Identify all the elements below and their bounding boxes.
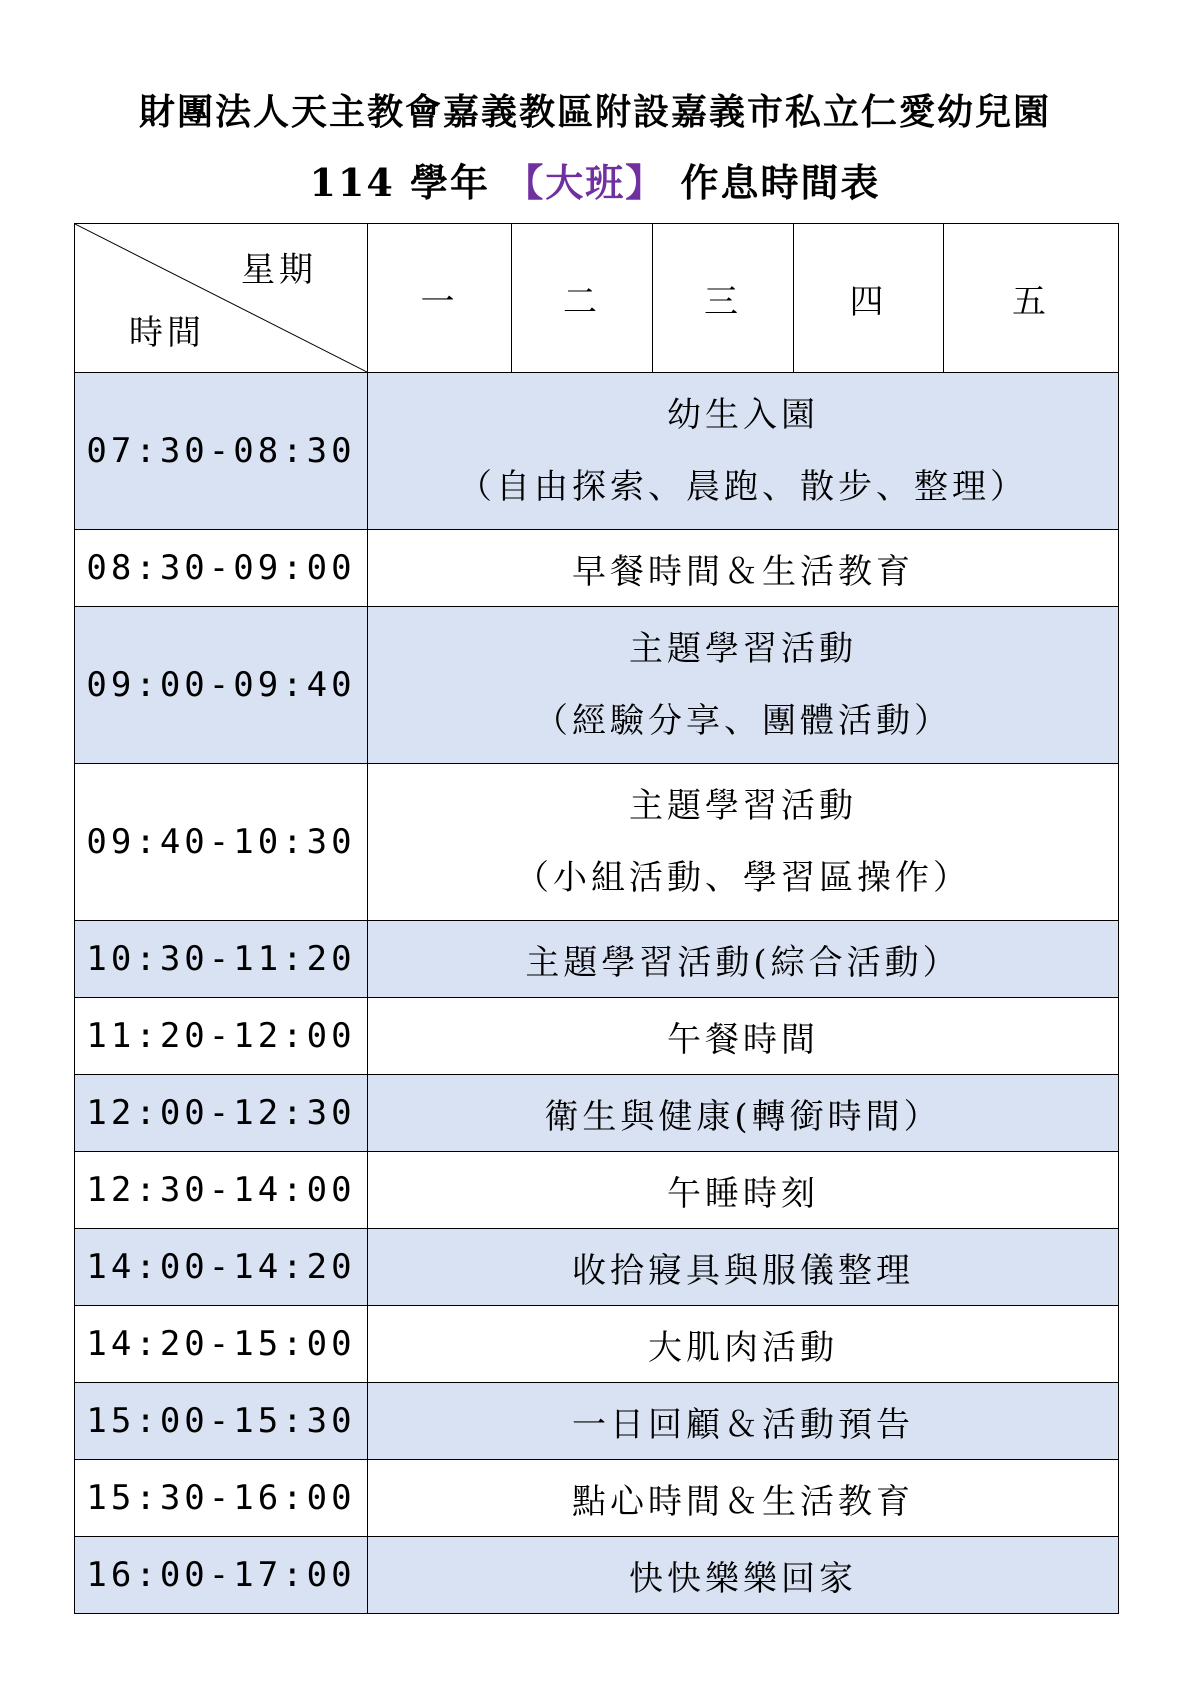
header-row (75, 224, 1119, 373)
day-header-wed: 三 (653, 224, 794, 373)
table-row (75, 530, 1119, 607)
page-title: 財團法人天主教會嘉義教區附設嘉義市私立仁愛幼兒園 (138, 91, 1051, 133)
activity-cell (368, 373, 1119, 530)
table-row (75, 1229, 1119, 1306)
activity-cell: 早餐時間＆生活教育 (368, 530, 1119, 607)
time-cell: 08:30-09:00 (75, 530, 368, 607)
activity-cell: 午睡時刻 (368, 1152, 1119, 1229)
table-row (75, 1383, 1119, 1460)
activity-cell: 主題學習活動(綜合活動） (368, 921, 1119, 998)
time-cell: 16:00-17:00 (75, 1537, 368, 1614)
activity-cell: 快快樂樂回家 (368, 1537, 1119, 1614)
activity-cell (368, 764, 1119, 921)
table-row (75, 998, 1119, 1075)
table-row (75, 373, 1119, 530)
time-cell: 15:30-16:00 (75, 1460, 368, 1537)
corner-header-cell (75, 224, 368, 373)
time-cell: 09:00-09:40 (75, 607, 368, 764)
day-header-thu: 四 (794, 224, 944, 373)
table-row (75, 764, 1119, 921)
day-header-tue: 二 (512, 224, 653, 373)
activity-title: 主題學習活動 (629, 629, 857, 669)
activity-title: 主題學習活動 (629, 786, 857, 826)
table-row (75, 1075, 1119, 1152)
table-row (75, 921, 1119, 998)
page-subtitle (0, 152, 1190, 207)
time-cell: 14:20-15:00 (75, 1306, 368, 1383)
activity-cell: 點心時間＆生活教育 (368, 1460, 1119, 1537)
activity-title: 幼生入園 (667, 395, 819, 435)
subtitle-year: 114 學年 (309, 160, 491, 205)
time-cell: 12:00-12:30 (75, 1075, 368, 1152)
time-cell: 11:20-12:00 (75, 998, 368, 1075)
activity-detail: （自由探索、晨跑、散步、整理） (458, 467, 1028, 507)
activity-detail: （小組活動、學習區操作） (515, 858, 971, 898)
activity-cell: 收拾寢具與服儀整理 (368, 1229, 1119, 1306)
time-label: 時間 (129, 313, 205, 353)
activity-cell: 大肌肉活動 (368, 1306, 1119, 1383)
activity-cell: 午餐時間 (368, 998, 1119, 1075)
time-cell: 07:30-08:30 (75, 373, 368, 530)
table-row (75, 607, 1119, 764)
weekday-label: 星期 (241, 250, 317, 290)
subtitle-suffix: 作息時間表 (680, 160, 881, 205)
table-row (75, 1306, 1119, 1383)
table-row (75, 1152, 1119, 1229)
activity-detail: （經驗分享、團體活動） (534, 701, 952, 741)
time-cell: 14:00-14:20 (75, 1229, 368, 1306)
subtitle-class: 【大班】 (505, 160, 666, 205)
time-cell: 15:00-15:30 (75, 1383, 368, 1460)
activity-cell: 一日回顧＆活動預告 (368, 1383, 1119, 1460)
day-header-fri: 五 (944, 224, 1119, 373)
time-cell: 10:30-11:20 (75, 921, 368, 998)
table-row (75, 1537, 1119, 1614)
time-cell: 12:30-14:00 (75, 1152, 368, 1229)
activity-cell: 衛生與健康(轉銜時間） (368, 1075, 1119, 1152)
day-header-mon: 一 (368, 224, 512, 373)
table-row (75, 1460, 1119, 1537)
time-cell: 09:40-10:30 (75, 764, 368, 921)
schedule-table (74, 223, 1119, 1614)
activity-cell (368, 607, 1119, 764)
diagonal-line (75, 224, 367, 372)
